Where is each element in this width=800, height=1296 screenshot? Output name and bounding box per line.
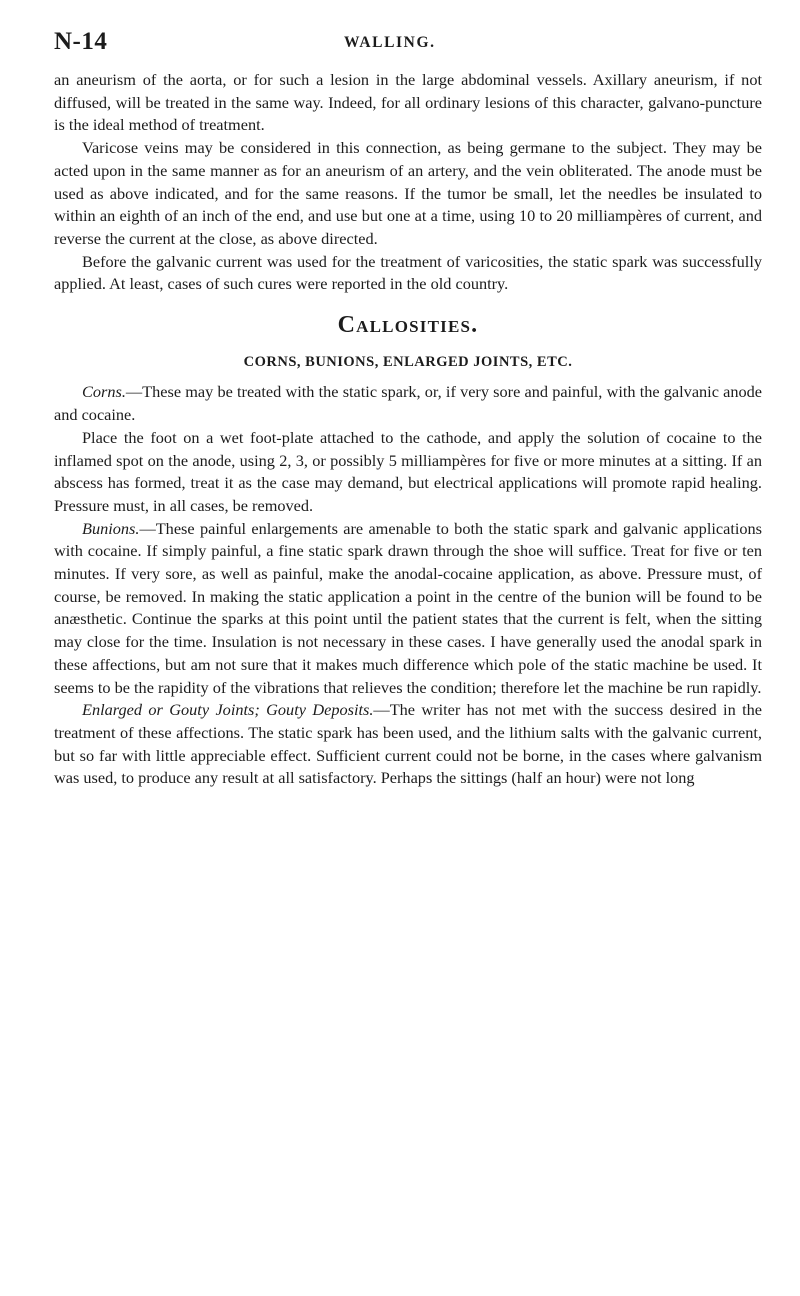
body-text [54,69,762,790]
paragraph-varicose-veins: Varicose veins may be considered in this connection, as being germane to the subject. They may be acted upon in the same manner as for an aneurism of an artery, and the vein obliterated. The anode must be used as above indicated, and for the same reasons. If the tumor be small, let the needles be insulated to within an eighth of an inch of the end, and use but one at a time, using 10 to 20 milliampères of current, and reverse the current at the close, as above directed. [54,138,762,248]
bunions-heading: Bunions. [82,518,140,538]
paragraph-gouty-joints [54,699,762,790]
page-number: N-14 [54,28,108,55]
gouty-text: —The writer has not met with the success desired in the treatment of these affections. The static spark has been used, and the lithium salts with the galvanic current, but so far with little appreciable effect. Sufficient current could not be borne, in the cases where galvanism was used, to produce any result at all satisfactory. Perhaps the sittings (half an hour) were not long [54,700,763,788]
paragraph-corns [54,381,762,426]
section-subtitle: CORNS, BUNIONS, ENLARGED JOINTS, ETC. [243,353,573,370]
page-header [54,22,754,62]
gouty-heading: Enlarged or Gouty Joints; Gouty Deposits. [82,700,374,720]
paragraph-static-spark-history: Before the galvanic current was used for the treatment of varicosities, the static spark was successfully applied. At least, cases of such cures were reported in the old country. [54,251,762,294]
paragraph-aneurism-continued: an aneurism of the aorta, or for such a lesion in the large abdominal vessels. Axillary aneurism, if not diffused, will be treated in the same way. Indeed, for all ordinary lesions of this character, galvano-puncture is the ideal method of treatment. [54,70,762,135]
corns-heading: Corns. [82,382,126,402]
paragraph-bunions [54,518,762,700]
paragraph-corns-treatment: Place the foot on a wet foot-plate attached to the cathode, and apply the solution of cocaine to the inflamed spot on the anode, using 2, 3, or possibly 5 milliampères for five or more minutes at a sitting. If an abscess has formed, treat it as the case may demand, but electrical applications will promote rapid healing. Pressure must, in all cases, be removed. [54,427,762,515]
corns-text: —These may be treated with the static spark, or, if very sore and painful, with the galvanic anode and cocaine. [54,382,762,425]
bunions-text: —These painful enlargements are amenable to both the static spark and galvanic applications with cocaine. If simply painful, a fine static spark drawn through the shoe will suffice. Treat for five or ten minutes. If very sore, as well as painful, make the anodal-cocaine application, as above. Pressure must, of course, be removed. In making the static application a point in the centre of the bunion will be found to be anæsthetic. Continue the sparks at this point until the patient states that the current is felt, when the sitting may close for the time. Insulation is not necessary in these cases. I have generally used the anodal spark in these affections, but am not sure that it makes much difference which pole of the static machine be used. It seems to be the rapidity of the vibrations that relieves the condition; therefore let the machine be run rapidly. [54,518,762,697]
running-head: WALLING. [344,34,436,51]
section-title: Callosities. [337,312,479,339]
